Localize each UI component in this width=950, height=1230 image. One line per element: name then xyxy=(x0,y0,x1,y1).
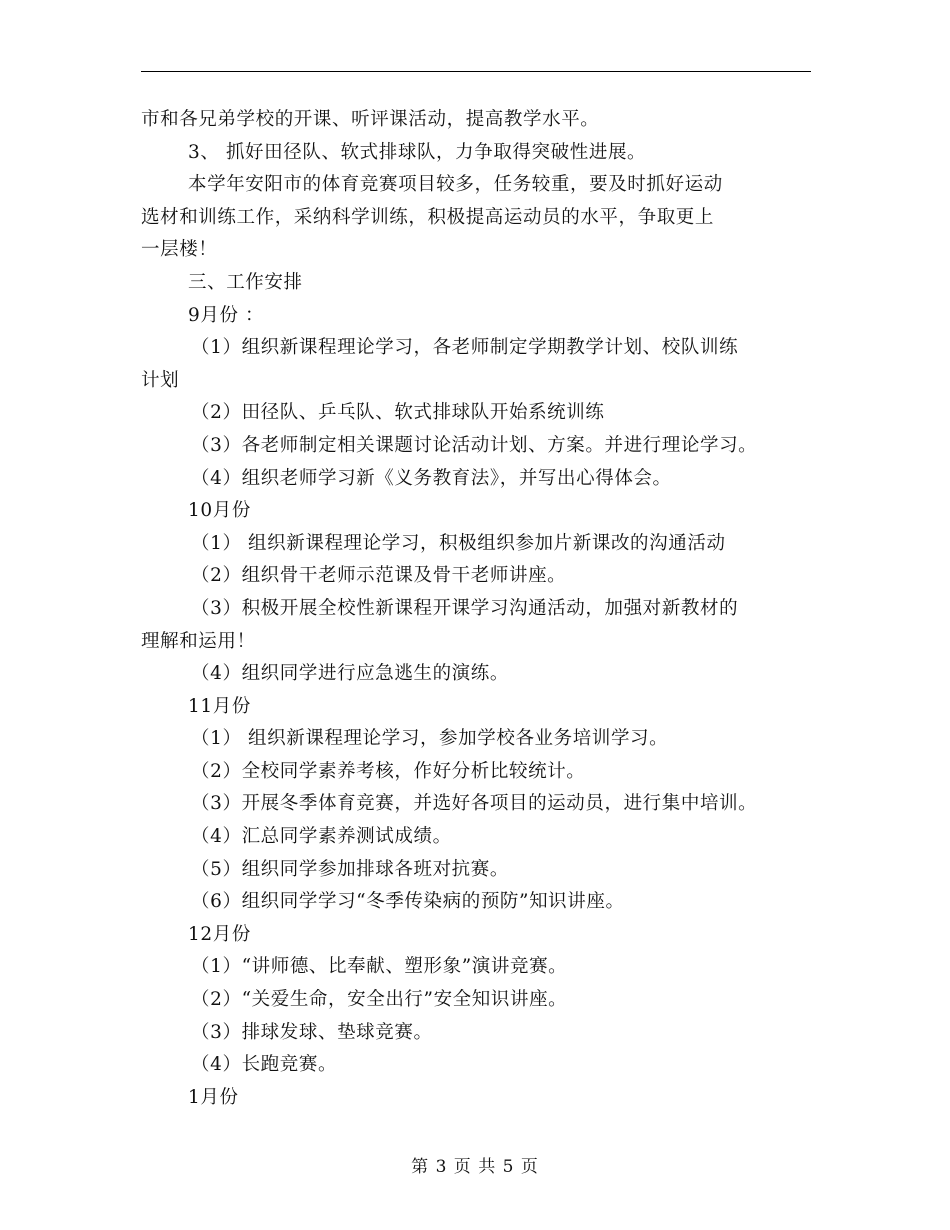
text-line: （4）组织同学进行应急逃生的演练。 xyxy=(191,663,509,685)
text-line: （3）排球发球、垫球竞赛。 xyxy=(191,1021,433,1043)
text-line: 11月份 xyxy=(188,695,251,717)
text-line: （4）组织老师学习新《义务教育法》，并写出心得体会。 xyxy=(191,467,672,489)
text-line: （3）开展冬季体育竞赛，并选好各项目的运动员，进行集中培训。 xyxy=(191,793,758,815)
text-line: 市和各兄弟学校的开课、听评课活动，提高教学水平。 xyxy=(141,109,600,130)
text-line: （1）组织新课程理论学习，各老师制定学期教学计划、校队训练 xyxy=(191,337,739,359)
text-line: 10月份 xyxy=(188,500,251,522)
page-footer: 第 3 页 共 5 页 xyxy=(411,1157,539,1177)
text-line: （2）全校同学素养考核，作好分析比较统计。 xyxy=(191,760,586,782)
text-line: 9月份 ： xyxy=(188,304,265,326)
text-line: （4）汇总同学素养测试成绩。 xyxy=(191,826,452,848)
text-line: 计划 xyxy=(141,369,180,391)
text-line: 本学年安阳市的体育竞赛项目较多，任务较重，要及时抓好运动 xyxy=(188,174,723,196)
text-line: 三、工作安排 xyxy=(188,271,303,293)
text-line: （5）组织同学参加排球各班对抗赛。 xyxy=(191,858,509,880)
text-line: 3、 抓好田径队、软式排球队，力争取得突破性进展。 xyxy=(188,141,647,163)
document-body xyxy=(141,104,841,1114)
text-line: （1）“讲师德、比奉献、塑形象”演讲竞赛。 xyxy=(191,956,568,978)
text-line: （3）积极开展全校性新课程开课学习沟通活动，加强对新教材的 xyxy=(191,597,739,619)
text-line: 理解和运用！ xyxy=(141,630,256,652)
text-line: 1月份 xyxy=(188,1086,239,1108)
text-line: （2）组织骨干老师示范课及骨干老师讲座。 xyxy=(191,565,567,587)
text-line: （6）组织同学学习“冬季传染病的预防”知识讲座。 xyxy=(191,891,625,913)
text-line: （2）田径队、乒乓队、软式排球队开始系统训练 xyxy=(191,402,605,424)
header-rule xyxy=(141,71,811,72)
text-line: （1） 组织新课程理论学习，积极组织参加片新课改的沟通活动 xyxy=(191,532,726,554)
text-line: 一层楼！ xyxy=(141,239,218,261)
text-line: （2）“关爱生命，安全出行”安全知识讲座。 xyxy=(191,989,568,1011)
text-line: 选材和训练工作，采纳科学训练，积极提高运动员的水平，争取更上 xyxy=(141,206,715,228)
text-line: 12月份 xyxy=(188,923,251,945)
text-line: （4）长跑竞赛。 xyxy=(191,1054,338,1076)
text-line: （1） 组织新课程理论学习，参加学校各业务培训学习。 xyxy=(191,728,669,750)
text-line: （3）各老师制定相关课题讨论活动计划、方案。并进行理论学习。 xyxy=(191,434,758,456)
